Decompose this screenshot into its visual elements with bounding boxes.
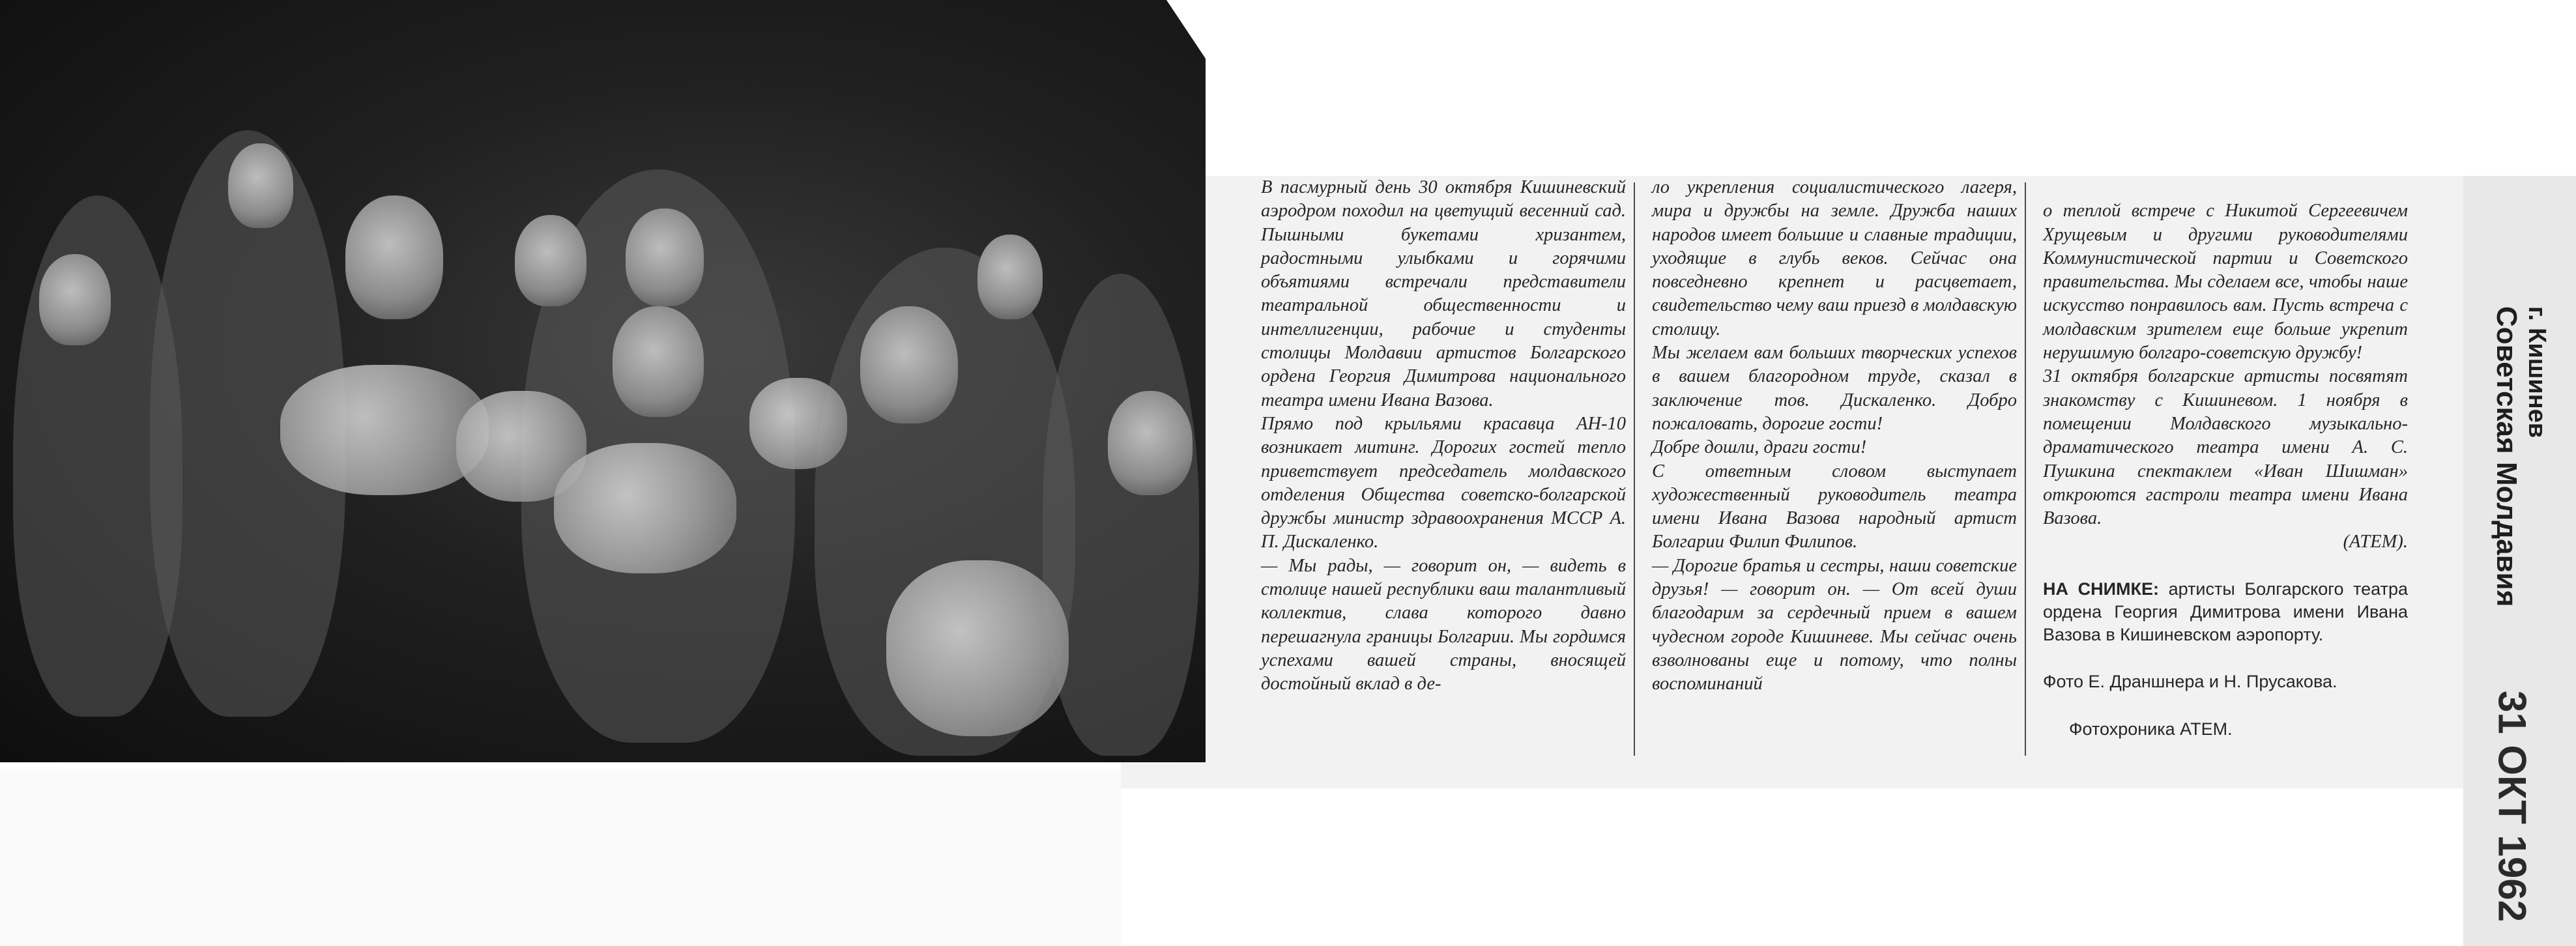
column-rule <box>1634 182 1635 756</box>
date-stamp-text: 31 ОКТ 1962 <box>2490 691 2534 922</box>
masthead <box>2476 306 2564 671</box>
column-rule <box>2025 182 2026 756</box>
photo-chronicle: Фотохроника АТЕМ. <box>2069 719 2233 739</box>
photo-credit: Фото Е. Драншнера и Н. Прусакова. <box>2043 672 2337 692</box>
face <box>1108 391 1193 495</box>
crowd-figure <box>1043 274 1199 756</box>
flower-bouquet <box>554 443 736 573</box>
face <box>977 235 1043 319</box>
date-stamp <box>2476 691 2548 945</box>
face <box>515 215 586 306</box>
newspaper-city: г. Кишинев <box>2523 306 2551 438</box>
article-column-3 <box>2043 176 2408 765</box>
face <box>860 306 958 423</box>
agency-signature: (АТЕМ). <box>2343 532 2408 552</box>
face <box>345 195 443 319</box>
photo-caption <box>2043 578 2408 646</box>
flower-bouquet <box>749 378 847 469</box>
newspaper-title: Советская Молдавия <box>2491 306 2523 607</box>
face <box>228 143 293 228</box>
article-column-2: ло укрепления социалистического лагеря, мира и дружбы на земле. Дружба наших народов имеет большие и славные традиции, уходящие в глубь веков. Сейчас она повседневно крепнет и расцветает, свидетельство чему ваш приезд в молдавскую столицу. Мы желаем вам больших творческих успехов в вашем благородном труде, сказал в заключение тов. Дискаленко. Добро пожаловать, дорогие гости! Добре дошли, драги гости! С ответным словом выступает художественный руководитель театра имени Ивана Вазова народный артист Болгарии Филип Филипов. — Дорогие братья и сестры, наши советские друзья! — говорит он. — От всей души благодарим за сердечный прием в вашем чудесном городе Кишиневе. Мы сейчас очень взволнованы еще и потому, что полны воспоминаний <box>1652 177 2017 695</box>
article-column-1: В пасмурный день 30 октября Кишиневский аэродром походил на цветущий весенний сад. Пышными букетами хризантем, радостными улыбками и горячими объятиями встречали представители театральной общественности и интеллигенции, рабочие и студенты столицы Молдавии артистов Болгарского ордена Георгия Димитрова национального театра имени Ивана Вазова. Прямо под крыльями красавца АН-10 возникает митинг. Дорогих гостей тепло приветствует председатель молдавского отделения Общества советско-болгарской дружбы министр здравоохранения МССР А. П. Дискаленко. — Мы рады, — говорит он, — видеть в столице нашей республики ваш талантливый коллектив, слава которого давно перешагнула границы Болгарии. Мы гордимся успехами вашей страны, вносящей достойный вклад в де- <box>1261 177 1626 695</box>
article-clipping <box>1206 176 2463 788</box>
caption-text: артисты Болгарского театра ордена Георгия Димитрова имени Ивана Вазова в Кишиневском аэропорту. <box>2043 579 2409 645</box>
article-column-3-text: о теплой встрече с Никитой Сергеевичем Хрущевым и другими руководителями Коммунистической партии и Советского правительства. Мы сделаем все, чтобы наше искусство понравилось вам. Пусть встреча с молдавским зрителем еще больше укрепит нерушимую болгаро-советскую дружбу! 31 октября болгарские артисты посвятят знакомству с Кишиневом. 1 ноября в помещении Молдавского музыкально-драматического театра имени А. С. Пушкина спектаклем «Иван Шишман» откроются гастроли театра имени Ивана Вазова. <box>2043 201 2408 529</box>
flower-bouquet <box>886 560 1069 736</box>
caption-label: НА СНИМКЕ: <box>2043 579 2159 599</box>
clipping-edge <box>1121 762 1206 788</box>
face <box>39 254 111 345</box>
face <box>626 208 704 306</box>
scan-background <box>0 769 1121 946</box>
face <box>613 306 704 417</box>
newspaper-photo <box>0 0 1206 762</box>
